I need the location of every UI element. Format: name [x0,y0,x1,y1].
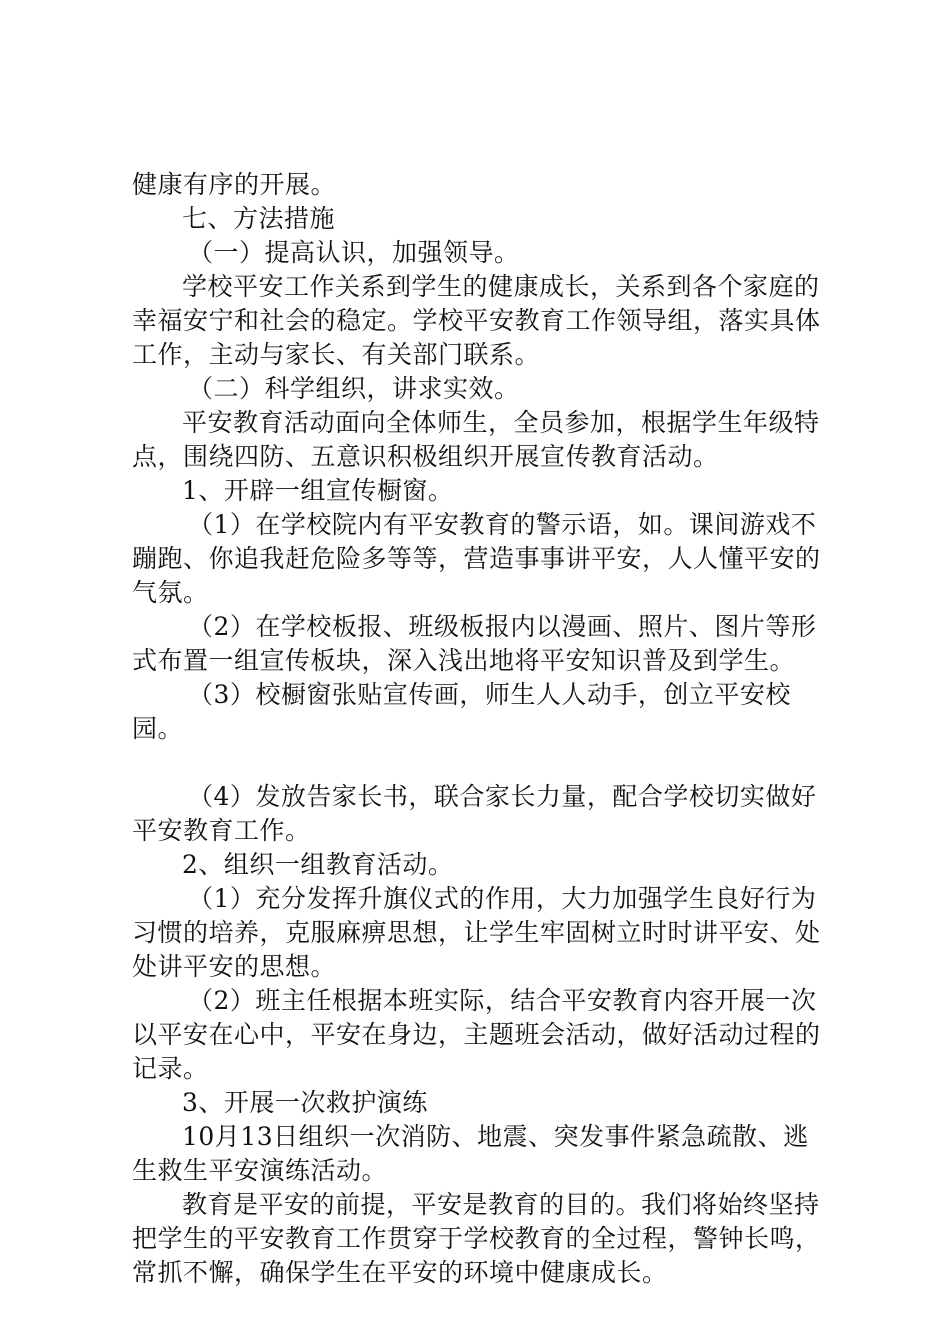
list-item: （2）在学校板报、班级板报内以漫画、照片、图片等形式布置一组宣传板块，深入浅出地将平安知识普及到学生。 [132,612,817,675]
list-item: （3）校橱窗张贴宣传画，师生人人动手，创立平安校园。 [132,680,791,743]
list-item: （2）班主任根据本班实际，结合平安教育内容开展一次以平安在心中，平安在身边，主题班会活动，做好活动过程的记录。 [132,986,821,1083]
item-heading-drill: 3、开展一次救护演练 [182,1088,428,1117]
subheading-awareness: （一）提高认识，加强领导。 [188,238,520,267]
document-body [132,168,822,1290]
paragraph-drill-date: 10月13日组织一次消防、地震、突发事件紧急疏散、逃生救生平安演练活动。 [132,1122,809,1185]
paragraph-activities: 平安教育活动面向全体师生，全员参加，根据学生年级特点，围绕四防、五意识积极组织开展宣传教育活动。 [132,408,820,471]
list-item: （1）充分发挥升旗仪式的作用，大力加强学生良好行为习惯的培养，克服麻痹思想，让学生牢固树立时时讲平安、处处讲平安的思想。 [132,884,821,981]
item-heading-showcase: 1、开辟一组宣传橱窗。 [182,476,454,505]
section-heading-methods: 七、方法措施 [182,204,336,233]
list-item: （1）在学校院内有平安教育的警示语，如。课间游戏不蹦跑、你追我赶危险多等等，营造事事讲平安，人人懂平安的气氛。 [132,510,821,607]
subheading-organization: （二）科学组织，讲求实效。 [188,374,520,403]
blank-line [132,746,822,780]
paragraph-safety-work: 学校平安工作关系到学生的健康成长，关系到各个家庭的幸福安宁和社会的稳定。学校平安教育工作领导组，落实具体工作，主动与家长、有关部门联系。 [132,272,821,369]
paragraph-continuation: 健康有序的开展。 [132,170,337,199]
paragraph-conclusion: 教育是平安的前提，平安是教育的目的。我们将始终坚持把学生的平安教育工作贯穿于学校教育的全过程，警钟长鸣，常抓不懈，确保学生在平安的环境中健康成长。 [132,1190,821,1287]
list-item: （4）发放告家长书，联合家长力量，配合学校切实做好平安教育工作。 [132,782,817,845]
item-heading-education: 2、组织一组教育活动。 [182,850,454,879]
